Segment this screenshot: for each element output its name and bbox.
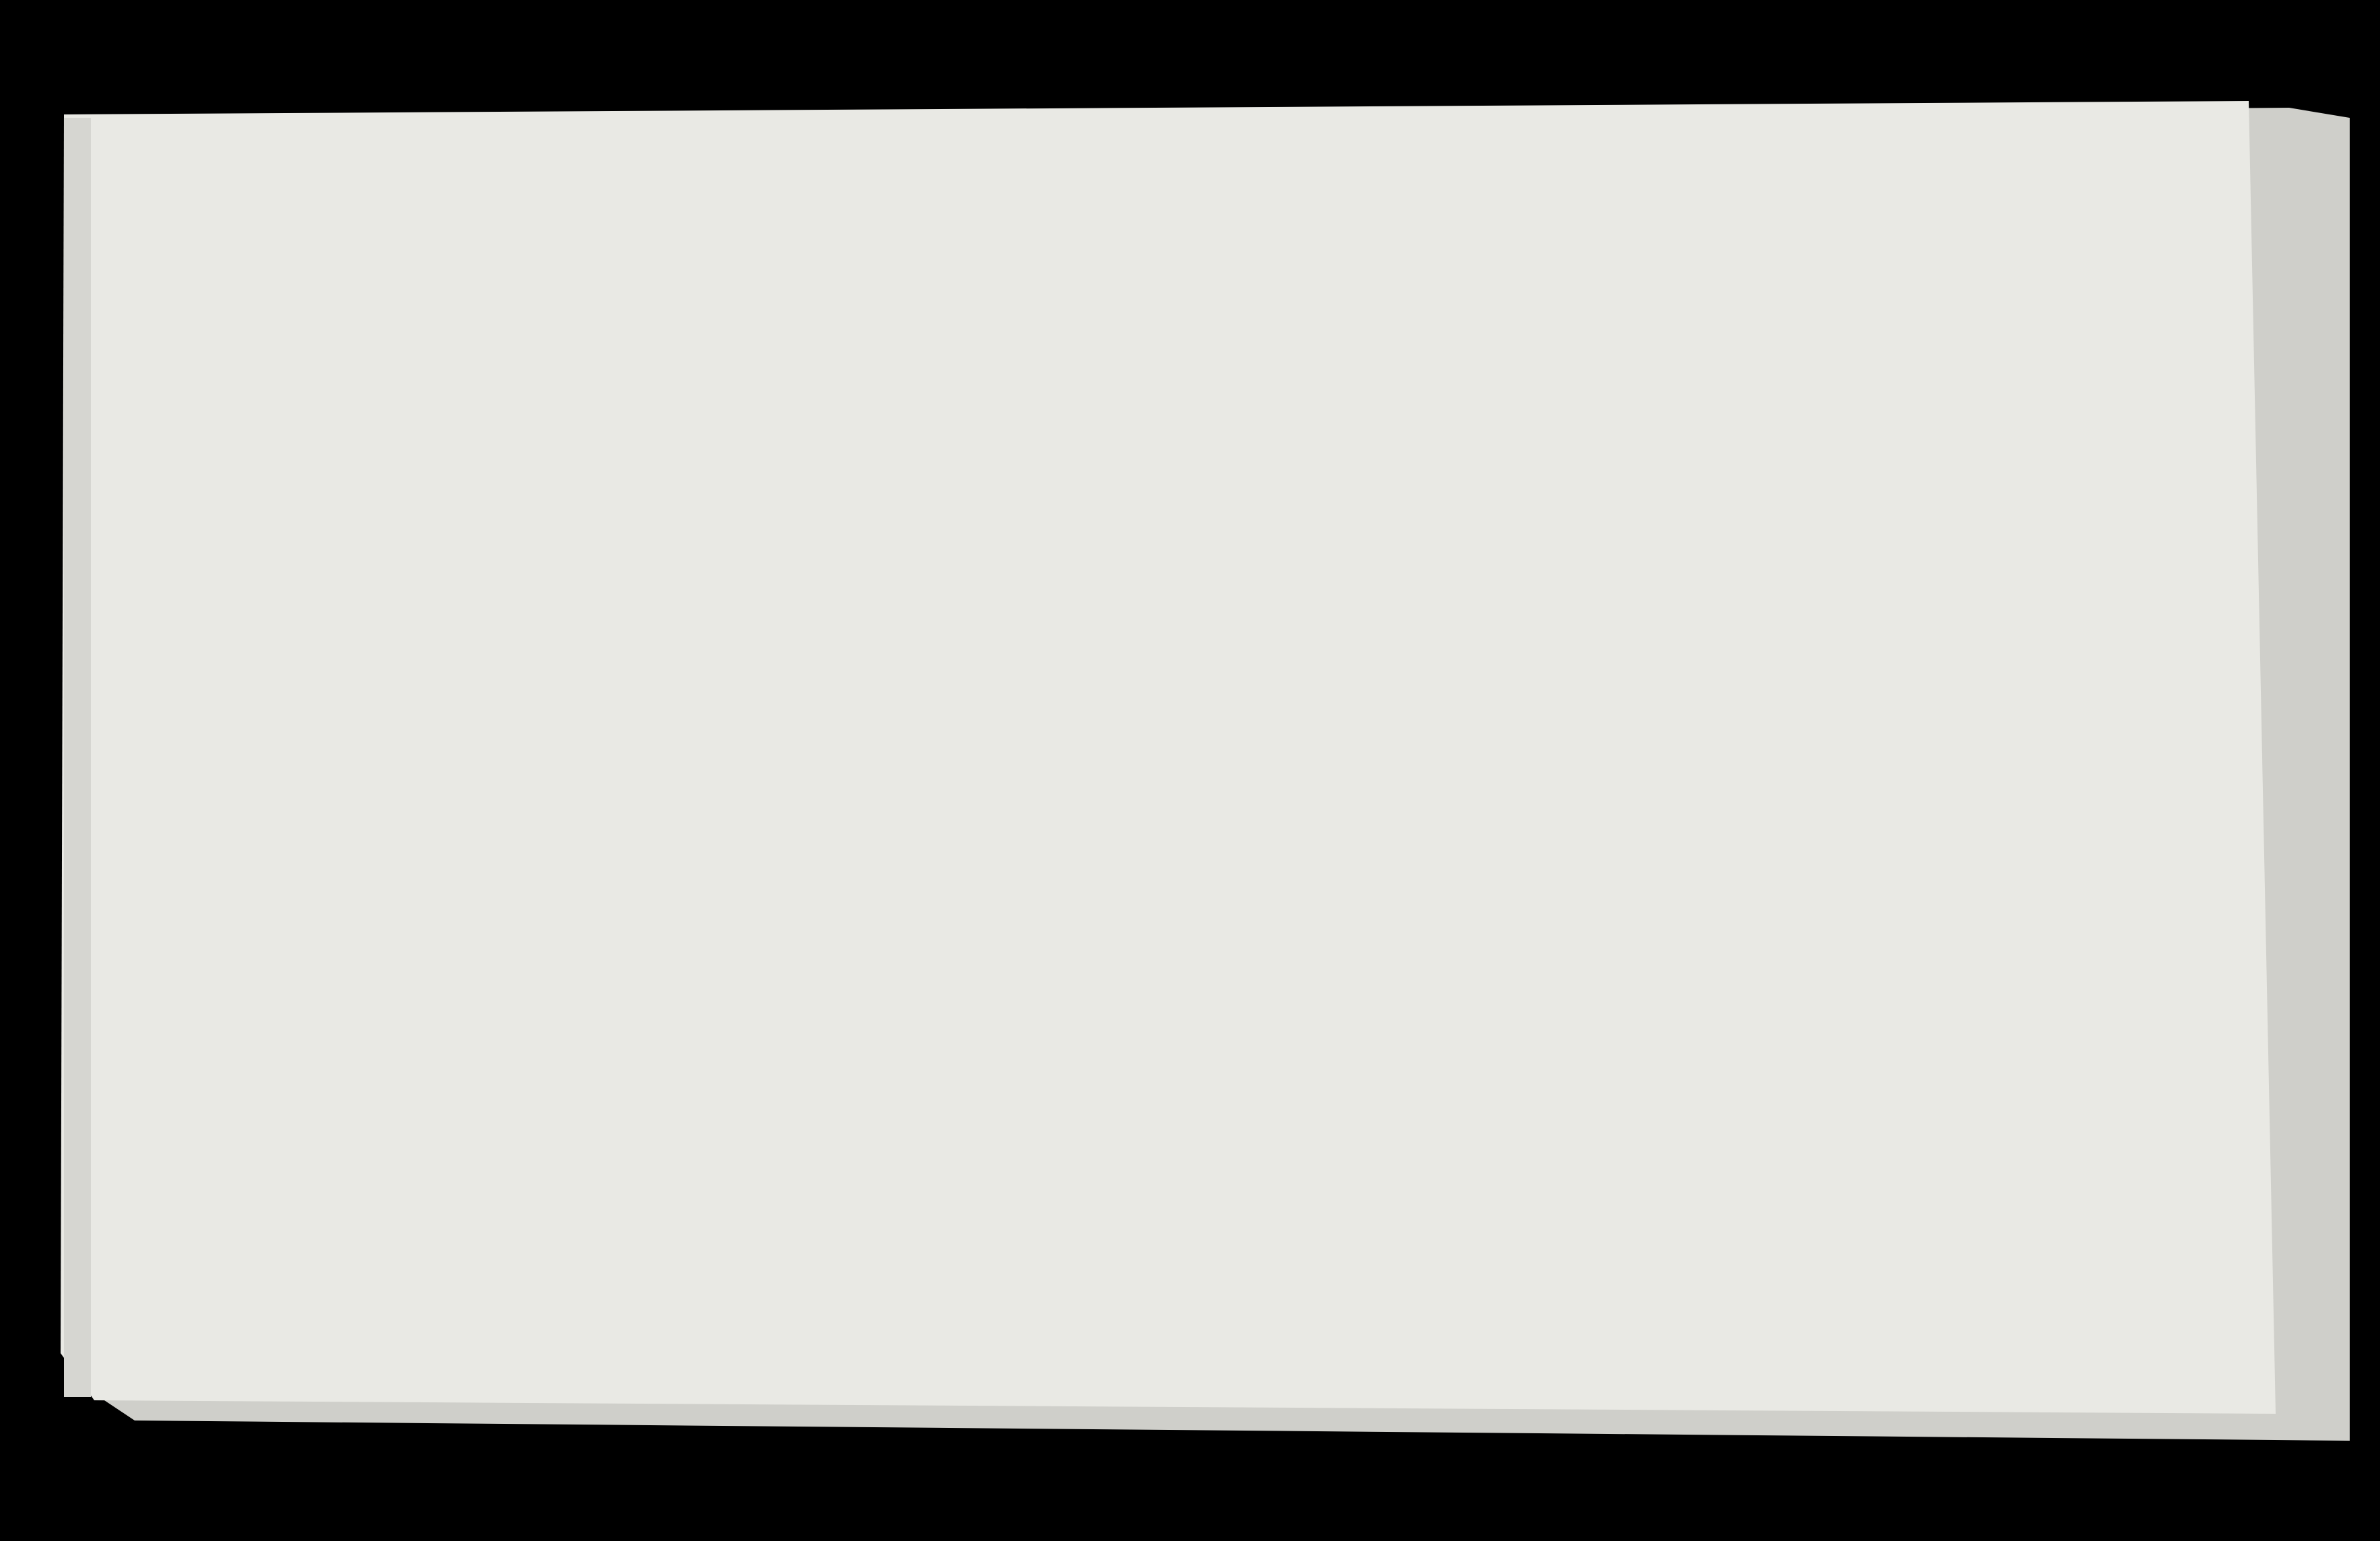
paper-margin <box>64 118 91 1397</box>
paper <box>61 101 2276 1414</box>
